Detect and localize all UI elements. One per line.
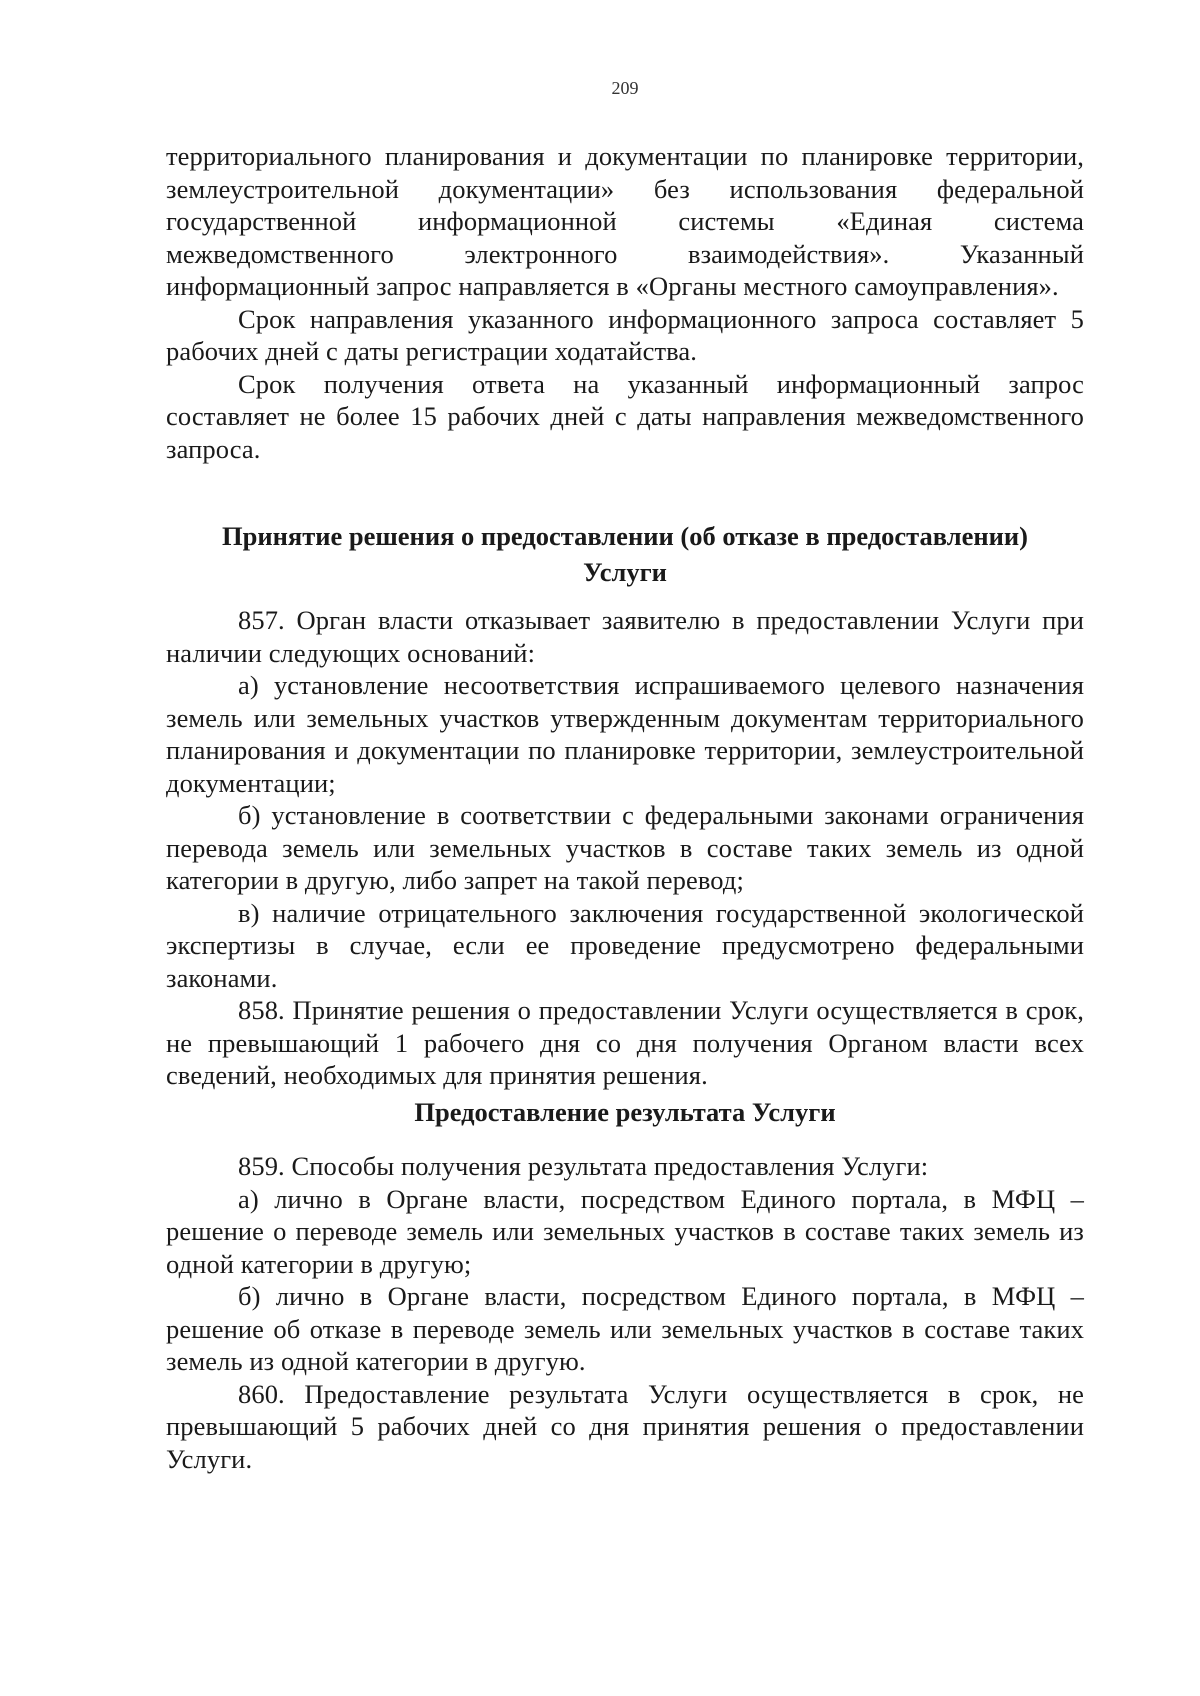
intro-block <box>166 140 1084 465</box>
section-result-heading <box>166 1094 1084 1130</box>
section-decision-body <box>166 604 1084 1092</box>
intro-paragraph-1: территориального планирования и документации по планировке территории, землеустроительной документации» без использования федеральной государственной информационной системы «Единая система межведомственного электронного взаимодействия». Указанный информационный запрос направляется в «Органы местного самоуправления». <box>166 141 1084 301</box>
section-heading-line-2: Услуги <box>583 557 667 587</box>
paragraph-857: 857. Орган власти отказывает заявителю в предоставлении Услуги при наличии следующих оснований: <box>166 605 1084 668</box>
list-item-b: б) установление в соответствии с федеральными законами ограничения перевода земель или земельных участков в составе таких земель из одной категории в другую, либо запрет на такой перевод; <box>166 800 1084 895</box>
list-item-c: в) наличие отрицательного заключения государственной экологической экспертизы в случае, если ее проведение предусмотрено федеральными законами. <box>166 897 1084 993</box>
intro-paragraph-2: Срок направления указанного информационного запроса составляет 5 рабочих дней с даты регистрации ходатайства. <box>166 303 1084 366</box>
paragraph-859: 859. Способы получения результата предоставления Услуги: <box>238 1151 929 1181</box>
intro-paragraph-3: Срок получения ответа на указанный информационный запрос составляет не более 15 рабочих дней с даты направления межведомственного запроса. <box>166 368 1084 464</box>
paragraph-860: 860. Предоставление результата Услуги осуществляется в срок, не превышающий 5 рабочих дней со дня принятия решения о предоставлении Услуги. <box>166 1378 1084 1474</box>
section-heading-line-1: Принятие решения о предоставлении (об отказе в предоставлении) <box>222 521 1028 551</box>
section-result-title: Предоставление результата Услуги <box>414 1097 836 1127</box>
section-decision-heading <box>166 518 1084 590</box>
list-item-a: а) установление несоответствия испрашиваемого целевого назначения земель или земельных участков утвержденным документам территориального планирования и документации по планировке территории, землеустроительной документации; <box>166 670 1084 798</box>
paragraph-858: 858. Принятие решения о предоставлении Услуги осуществляется в срок, не превышающий 1 рабочего дня со дня получения Органом власти всех сведений, необходимых для принятия решения. <box>166 995 1084 1090</box>
section-result-body <box>166 1150 1084 1475</box>
result-item-a: а) лично в Органе власти, посредством Единого портала, в МФЦ – решение о переводе земель или земельных участков в составе таких земель из одной категории в другую; <box>166 1183 1084 1279</box>
result-item-b: б) лично в Органе власти, посредством Единого портала, в МФЦ – решение об отказе в переводе земель или земельных участков в составе таких земель из одной категории в другую. <box>166 1281 1084 1376</box>
page-number: 209 <box>611 78 639 98</box>
